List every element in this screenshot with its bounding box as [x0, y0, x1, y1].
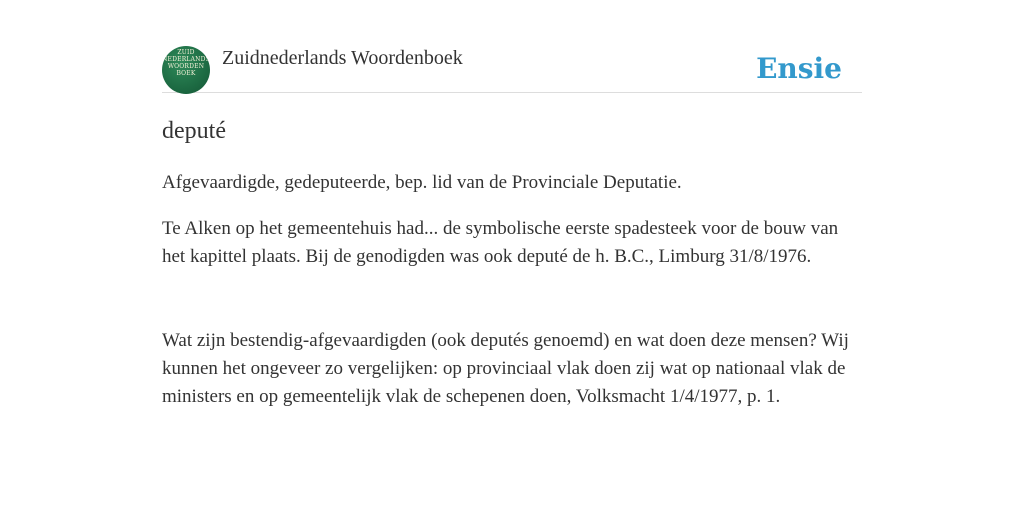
logo-line: NEDERLANDS — [162, 56, 210, 63]
logo-text — [162, 49, 210, 77]
site-title-link[interactable]: Zuidnederlands Woordenboek — [222, 47, 463, 69]
logo[interactable] — [162, 46, 210, 94]
logo-line: ZUID — [177, 49, 195, 56]
example-quote: Wat zijn bestendig-afgevaardigden (ook deputés genoemd) en wat doen deze mensen? Wij kunnen het ongeveer zo vergelijken: op provinciaal vlak doen zij wat op nationaal vlak de ministers en op gemeentelijk vlak de schepenen doen, Volksmacht 1/4/1977, p. 1. — [162, 330, 849, 407]
example-quote: Te Alken op het gemeentehuis had... de symbolische eerste spadesteek voor de bouw van het kapittel plaats. Bij de genodigden was ook deputé de h. B.C., Limburg 31/8/1976. — [162, 218, 839, 267]
logo-line: WOORDEN — [167, 63, 205, 70]
site-header — [162, 46, 862, 93]
definition: Afgevaardigde, gedeputeerde, bep. lid van de Provinciale Deputatie. — [162, 172, 682, 193]
logo-line: BOEK — [176, 70, 196, 77]
headword: deputé — [162, 118, 226, 144]
ensie-brand-link[interactable]: Ensie — [756, 52, 842, 85]
